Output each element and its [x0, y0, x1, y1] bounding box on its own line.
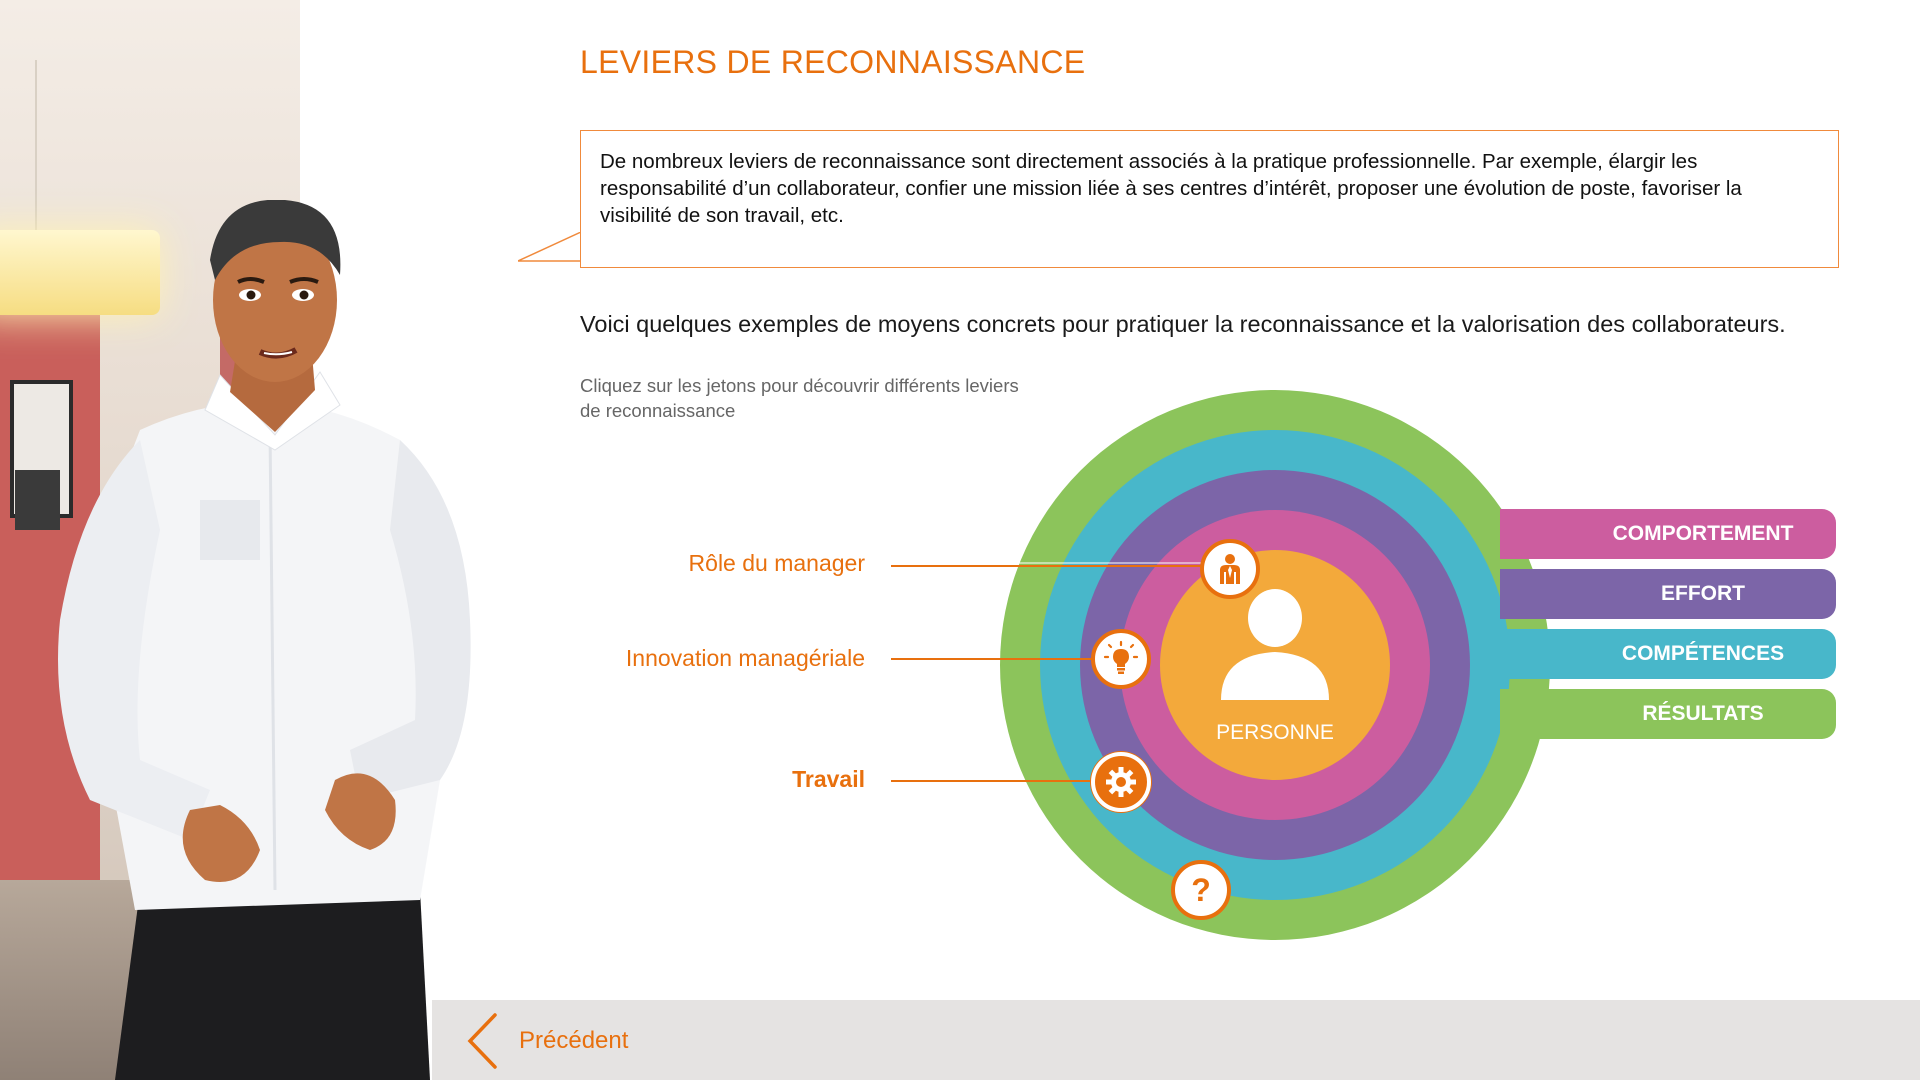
instruction-text: Cliquez sur les jetons pour découvrir différents leviers de reconnaissance [580, 375, 1019, 421]
category-comportement: COMPORTEMENT [1500, 509, 1836, 559]
token-help[interactable] [1171, 860, 1231, 920]
previous-button[interactable] [465, 1012, 628, 1070]
previous-button-label: Précédent [519, 1027, 629, 1054]
chevron-left-icon [465, 1012, 499, 1070]
lever-label-travail[interactable]: Travail [792, 766, 865, 792]
token-innovation[interactable] [1091, 629, 1151, 689]
question-icon: ? [1191, 871, 1211, 908]
token-role-manager[interactable] [1200, 539, 1260, 599]
gear-icon [1103, 764, 1139, 800]
category-resultats: RÉSULTATS [1500, 689, 1836, 739]
token-travail[interactable] [1091, 752, 1151, 812]
category-competences: COMPÉTENCES [1500, 629, 1836, 679]
page-title: LEVIERS DE RECONNAISSANCE [580, 44, 1086, 80]
lever-label-innovation[interactable]: Innovation managériale [625, 645, 865, 671]
category-effort: EFFORT [1500, 569, 1836, 619]
lever-label-role-manager[interactable]: Rôle du manager [688, 550, 865, 576]
intro-text: Voici quelques exemples de moyens concrets pour pratiquer la reconnaissance et la valorisation des collaborateurs. [580, 311, 1786, 337]
speech-bubble-text: De nombreux leviers de reconnaissance sont directement associés à la pratique professionnelle. Par exemple, élargir les responsabilité d’un collaborateur, confier une mission liée à ses centres d’intérêt, proposer une évolution de poste, favoriser la visibilité de son travail, etc. [600, 150, 1742, 227]
center-label: PERSONNE [1216, 721, 1334, 744]
footer-bar [432, 1000, 1920, 1080]
lightbulb-icon [1102, 640, 1140, 678]
manager-icon [1213, 552, 1247, 586]
